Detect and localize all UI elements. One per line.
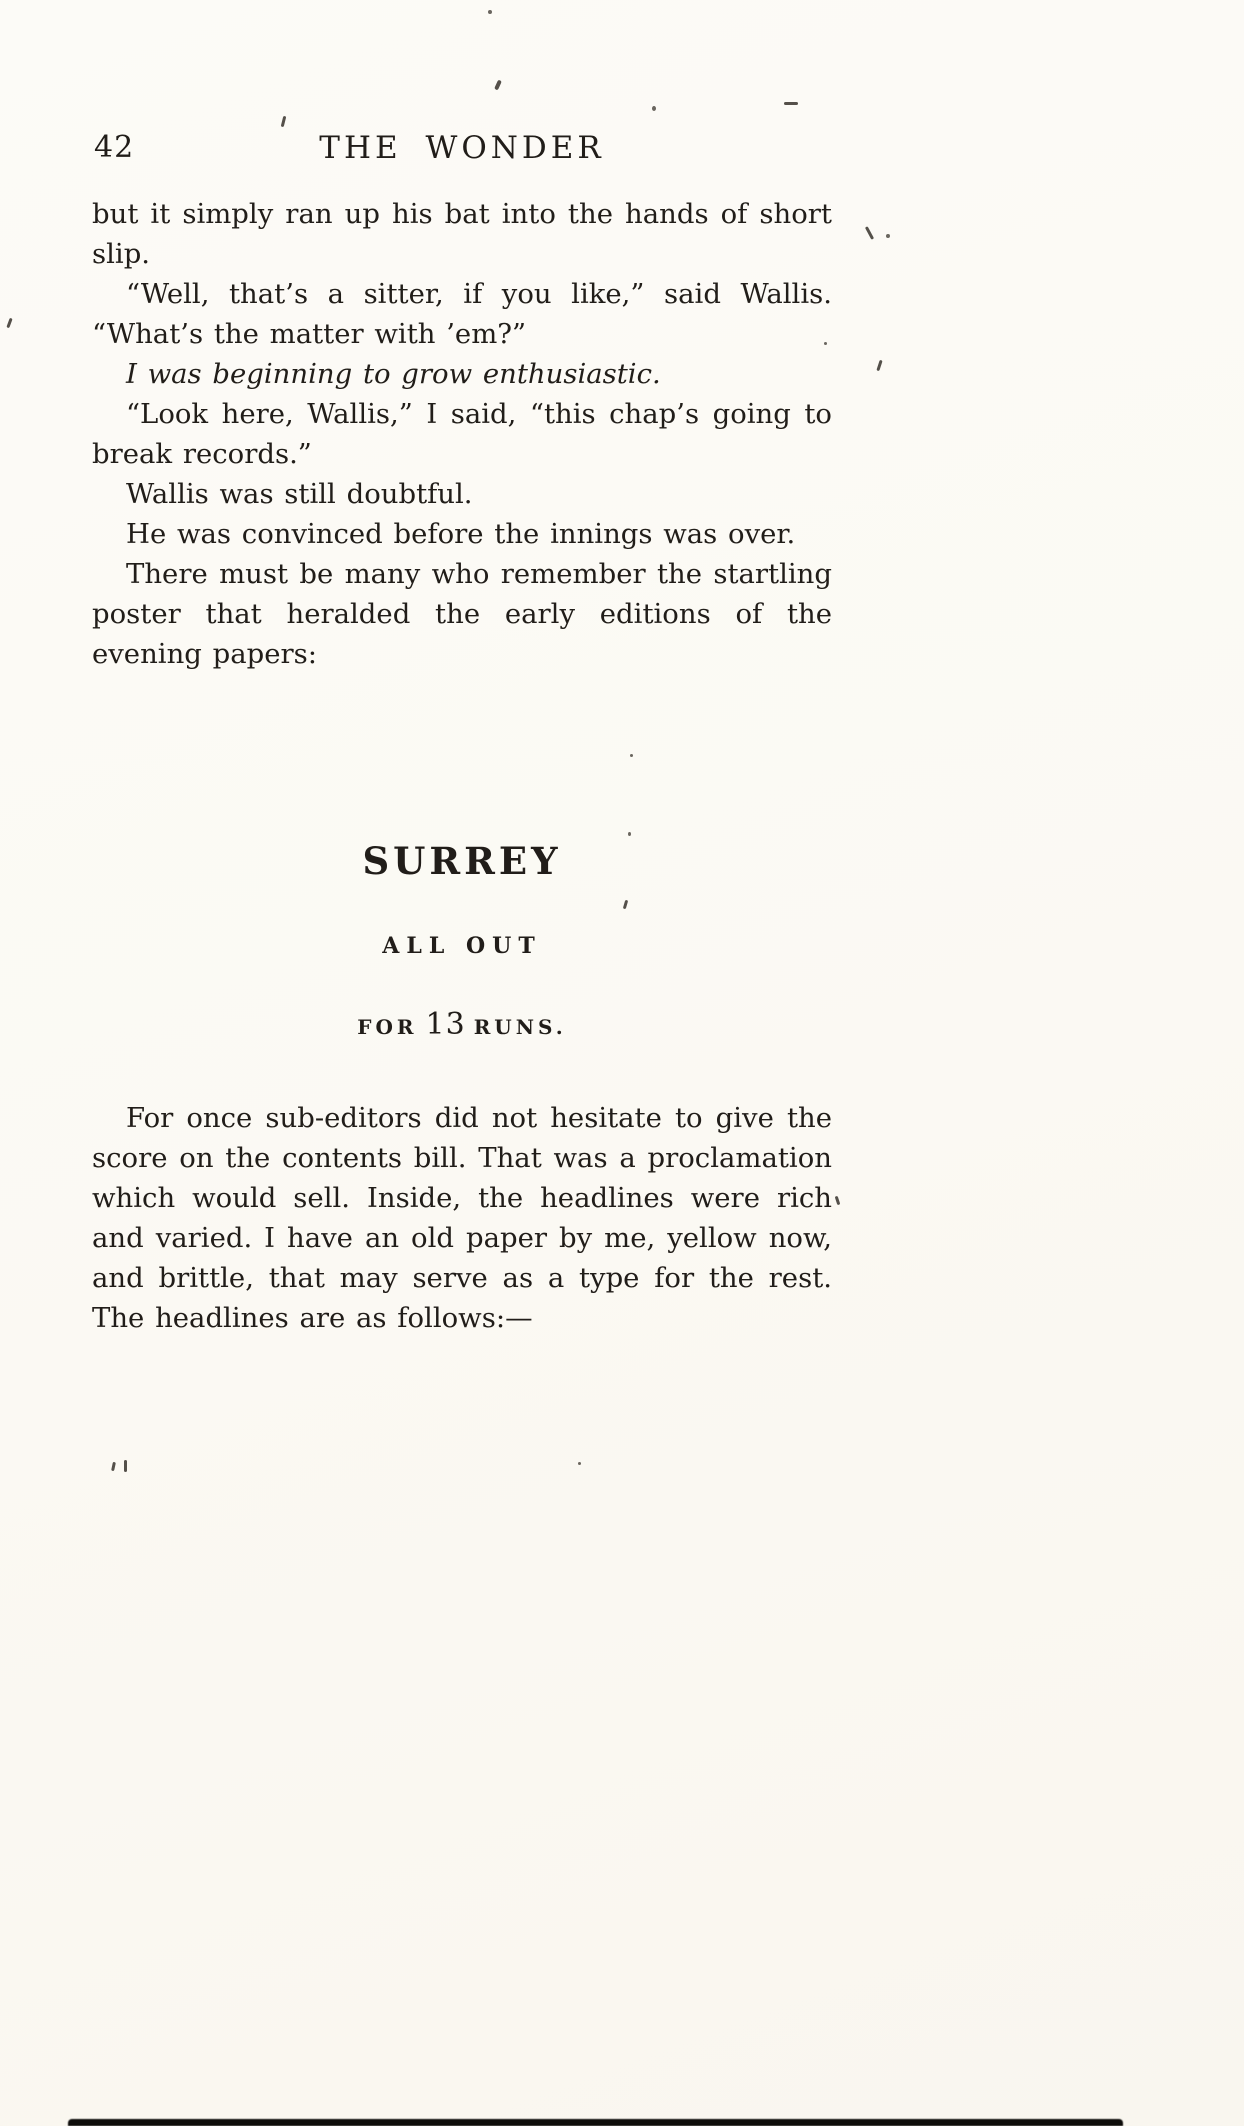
body-paragraph: “Well, that’s a sitter, if you like,” said Wallis. “What’s the matter with ’em?” [92,278,832,350]
scan-speck [630,754,633,757]
body-paragraph: I was beginning to grow enthusiastic. [126,358,661,390]
scan-speck [876,360,882,371]
body-paragraph: but it simply ran up his bat into the hands of short slip. [92,198,832,270]
scan-speck [865,226,874,240]
poster-score-number: 13 [425,1007,466,1042]
page-header [92,130,832,172]
scan-speck [824,342,827,345]
poster-text [92,839,832,1042]
text-column [92,0,832,1338]
scan-speck [784,102,798,105]
scan-speck [124,1460,127,1472]
body-paragraph: Wallis was still doubtful. [126,478,473,510]
poster-score [92,1007,832,1042]
scan-speck [628,832,631,836]
body-text [92,194,832,674]
body-paragraph: “Look here, Wallis,” I said, “this chap’s going to break records.” [92,398,832,470]
scan-speck [578,1462,581,1465]
closing-paragraph: For once sub-editors did not hesitate to give the score on the contents bill. That was a proclamation which would sell. Inside, the headlines were rich and varied. I have an old paper by me, yellow now, and brittle, that may serve as a type for the rest. The headlines are as follows:— [92,1102,832,1334]
page-scan-edge [68,2119,1123,2126]
poster-score-prefix: FOR [357,1015,418,1039]
running-title: THE WONDER [319,130,605,166]
poster-headline: SURREY [362,839,562,883]
body-paragraph: There must be many who remember the startling poster that heralded the early editions of the evening papers: [92,558,832,670]
scan-speck [652,106,656,111]
scan-speck [6,318,12,328]
scan-speck [488,10,492,14]
scan-speck [111,1462,116,1471]
scan-speck [835,1196,841,1205]
poster-score-suffix: RUNS. [473,1015,567,1039]
scan-speck [886,234,890,238]
poster-subline: ALL OUT [382,933,542,959]
page-number: 42 [94,130,135,165]
body-paragraph: He was convinced before the innings was over. [126,518,796,550]
